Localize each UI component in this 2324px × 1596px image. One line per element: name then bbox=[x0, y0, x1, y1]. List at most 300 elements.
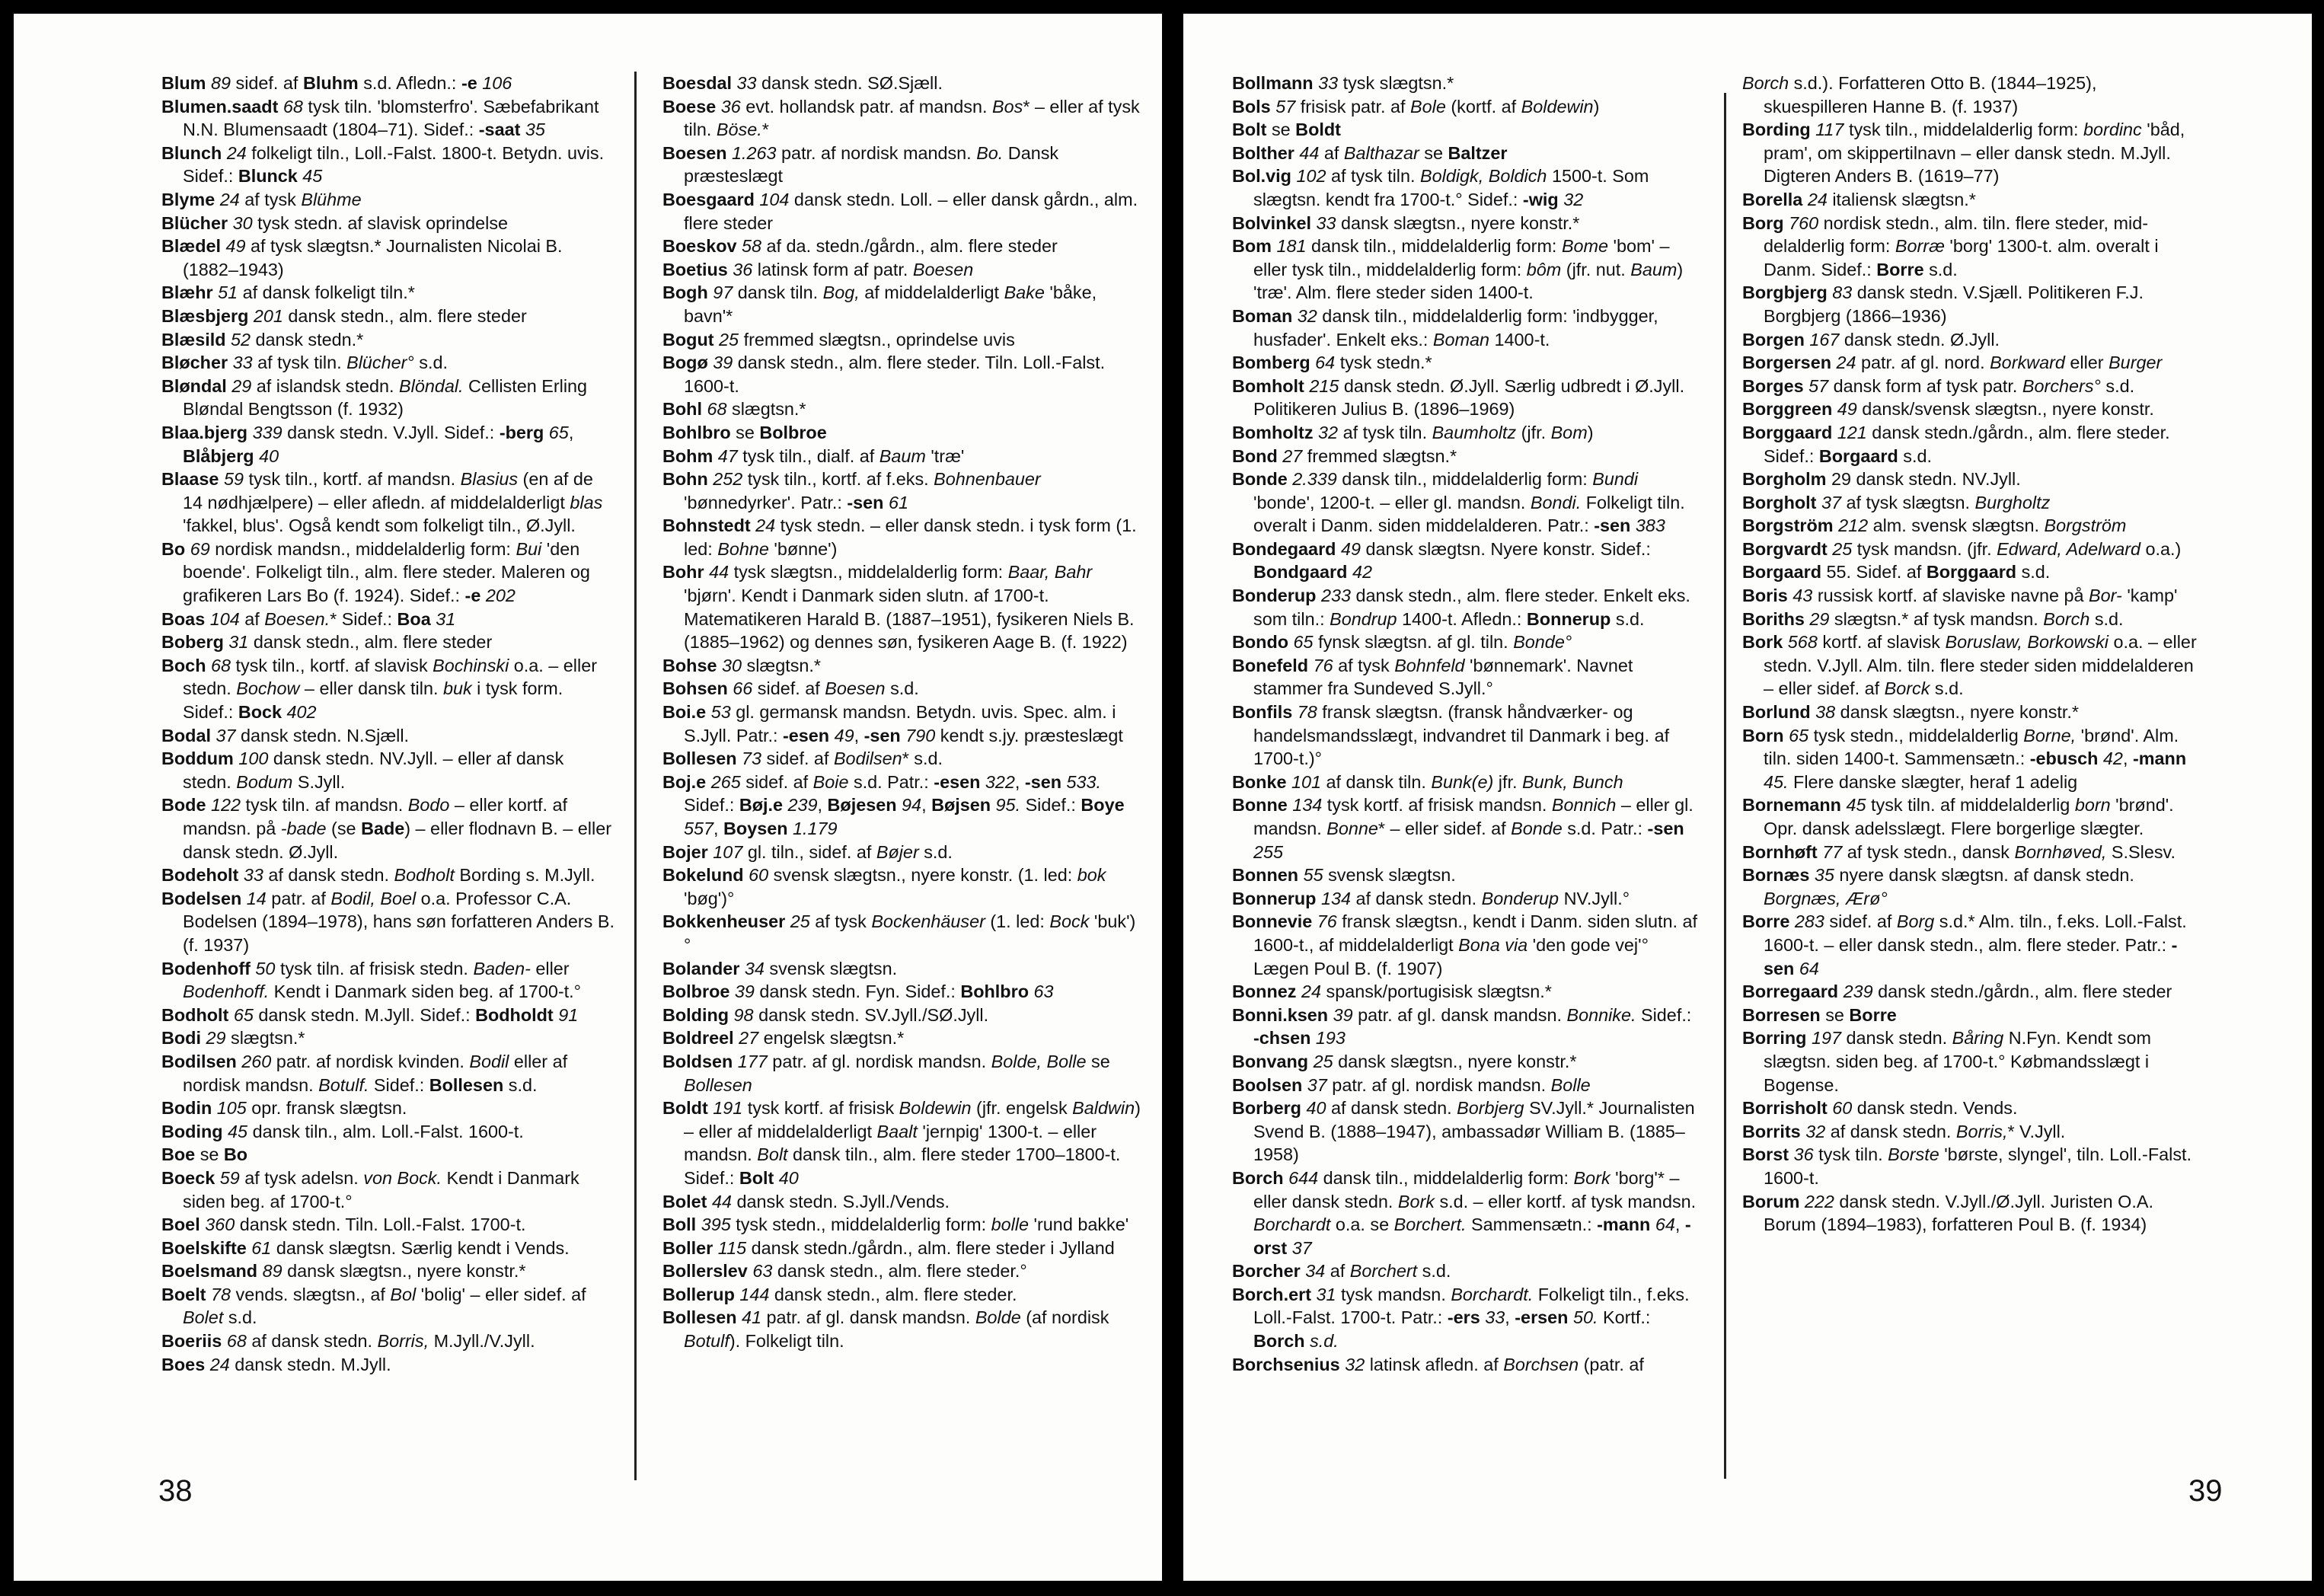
entry-text: Boysen bbox=[723, 819, 788, 838]
entry-text: Baltzer bbox=[1448, 142, 1508, 163]
entry-text: 29 dansk stedn. NV.Jyll. bbox=[1826, 469, 2021, 490]
entry-headword: Borst bbox=[1742, 1144, 1789, 1165]
entry-headword: Blumen.saadt bbox=[161, 96, 279, 117]
dictionary-entry bbox=[662, 95, 1141, 142]
entry-text: af tysk slægtsn.* Journalisten Nicolai B. (1882–1943) bbox=[183, 236, 563, 279]
entry-text: fransk slægtsn., kendt i Danm. siden slutn. af 1600-t., af middelalderligt bbox=[1253, 911, 1698, 955]
entry-text: (kortf. af bbox=[1445, 96, 1521, 117]
entry-text: dansk stedn., alm. flere steder bbox=[248, 632, 493, 653]
entry-headword: Bollesen bbox=[662, 1307, 737, 1328]
dictionary-entry bbox=[161, 1167, 615, 1213]
entry-headword: Bløndal bbox=[161, 375, 227, 396]
entry-text: 102 bbox=[1296, 166, 1326, 187]
entry-text: 45 bbox=[228, 1121, 248, 1141]
entry-text: s.d. bbox=[1930, 678, 1964, 699]
entry-headword: Blæhr bbox=[161, 282, 213, 303]
entry-headword: Bonnevie bbox=[1232, 911, 1313, 932]
entry-text: von Bock. bbox=[363, 1167, 442, 1188]
entry-text: 27 bbox=[739, 1028, 759, 1049]
entry-headword: Bojer bbox=[662, 841, 708, 862]
entry-text: dansk stedn. V.Jyll. Sidef.: bbox=[282, 422, 500, 442]
entry-text: Böse. bbox=[716, 120, 762, 140]
entry-text: dansk stedn. Fyn. Sidef.: bbox=[754, 982, 961, 1002]
entry-text: Bochinski bbox=[433, 655, 509, 675]
entry-text: 104 bbox=[759, 189, 790, 209]
entry-text: (se bbox=[326, 819, 362, 838]
dictionary-entry bbox=[1742, 375, 2199, 398]
entry-text: dansk tiln., alm. flere steder 1700–1800-t. Sidef.: bbox=[684, 1144, 1121, 1188]
entry-text: , bbox=[921, 795, 932, 816]
dictionary-entry bbox=[1742, 118, 2199, 188]
entry-text: 644 bbox=[1288, 1167, 1319, 1188]
entry-text: , bbox=[817, 795, 828, 816]
dictionary-entry bbox=[662, 351, 1141, 397]
entry-text: Bluhm bbox=[302, 73, 359, 93]
entry-text: af bbox=[1319, 142, 1344, 163]
entry-text: tysk tiln., kortf. af slavisk bbox=[231, 655, 433, 675]
page-number: 39 bbox=[2188, 1474, 2223, 1508]
entry-text: af dansk stedn. bbox=[246, 1331, 378, 1352]
entry-text: Bodo bbox=[407, 795, 450, 816]
entry-text: dansk stedn./gårdn., alm. flere steder i Jylland bbox=[746, 1237, 1115, 1258]
entry-text: -e bbox=[461, 73, 477, 93]
dictionary-entry bbox=[662, 258, 1141, 282]
entry-text: Bonnich bbox=[1551, 795, 1617, 816]
entry-headword: Bonvang bbox=[1232, 1051, 1309, 1071]
entry-text: Bockenhäuser bbox=[871, 911, 985, 932]
dictionary-entry bbox=[1742, 351, 2199, 375]
entry-text: 212 bbox=[1838, 516, 1869, 536]
entry-headword: Boberg bbox=[161, 632, 224, 653]
entry-headword: Borcher bbox=[1232, 1261, 1301, 1282]
entry-text: af tysk tiln. bbox=[1338, 422, 1432, 442]
entry-text: 32 bbox=[1805, 1121, 1826, 1141]
entry-text: 30 bbox=[722, 655, 742, 675]
entry-text: Bodilsen bbox=[833, 749, 902, 769]
entry-text: M.Jyll./V.Jyll. bbox=[429, 1331, 535, 1352]
entry-text: -sen bbox=[1594, 516, 1631, 536]
entry-text: Bollesen bbox=[429, 1074, 504, 1095]
entry-text: 55 bbox=[1303, 865, 1323, 886]
entry-text: 91 bbox=[558, 1004, 579, 1025]
entry-headword: Boldt bbox=[662, 1098, 708, 1119]
entry-text: Borchardt bbox=[1253, 1215, 1331, 1235]
entry-text: 68 bbox=[226, 1331, 247, 1352]
dictionary-entry bbox=[161, 468, 615, 538]
entry-text: Bohnfeld bbox=[1394, 655, 1465, 675]
entry-text: 100 bbox=[238, 749, 269, 769]
entry-text: Bundi bbox=[1592, 469, 1639, 490]
entry-text: 40 bbox=[778, 1167, 799, 1188]
entry-text: 89 bbox=[210, 73, 231, 93]
entry-text: 32 bbox=[1318, 422, 1339, 442]
entry-text: Bui bbox=[516, 538, 542, 559]
entry-headword: Borgvardt bbox=[1742, 538, 1828, 559]
entry-text: 30 bbox=[232, 212, 253, 233]
entry-text: dansk stedn./gårdn., alm. flere steder bbox=[1872, 982, 2172, 1002]
entry-text: svensk slægtsn., nyere konstr. (1. led: bbox=[768, 865, 1077, 886]
entry-headword: Bonefeld bbox=[1232, 655, 1309, 675]
entry-text: 60 bbox=[1832, 1098, 1853, 1119]
entry-text: (af nordisk bbox=[1020, 1307, 1109, 1328]
entry-headword: Bollesen bbox=[662, 749, 737, 769]
entry-text: Dansk præsteslægt bbox=[684, 142, 1059, 187]
entry-text: tysk stedn.* bbox=[1335, 353, 1432, 373]
dictionary-entry bbox=[1742, 910, 2199, 980]
entry-headword: Bløcher bbox=[161, 353, 228, 373]
entry-text: 'båd, pram', om skippertilnavn – eller dansk stedn. M.Jyll. Digteren Anders B. (1619–77) bbox=[1764, 120, 2185, 187]
entry-text: af tysk bbox=[1333, 655, 1395, 675]
entry-text: * – eller af tysk tiln. bbox=[684, 96, 1140, 140]
entry-headword: Bodi bbox=[161, 1028, 201, 1049]
entry-text: -sen bbox=[864, 725, 901, 745]
entry-text: 1500-t. Som slægtsn. kendt fra 1700-t.° Sidef.: bbox=[1253, 166, 1649, 209]
dictionary-entry bbox=[662, 235, 1141, 258]
entry-headword: Blunch bbox=[161, 142, 222, 163]
entry-text: 98 bbox=[733, 1004, 754, 1025]
entry-text: 49 bbox=[1837, 399, 1857, 420]
entry-text: slægtsn.* bbox=[225, 1028, 305, 1049]
dictionary-entry bbox=[161, 538, 615, 608]
entry-text: s.d. bbox=[1898, 445, 1932, 466]
entry-text: Blücher° bbox=[346, 353, 414, 373]
entry-headword: Bols bbox=[1232, 96, 1271, 117]
entry-text: 'brønd'. Alm. tiln. siden 1400-t. Sammensætn.: bbox=[1764, 725, 2179, 769]
entry-headword: Borum bbox=[1742, 1191, 1800, 1211]
entry-text: 24 bbox=[1301, 982, 1321, 1002]
entry-text: 68 bbox=[210, 655, 231, 675]
right-page-column-1 bbox=[1232, 72, 1700, 1376]
entry-text: Bonde° bbox=[1513, 632, 1572, 653]
dictionary-entry bbox=[161, 630, 615, 654]
entry-text: nordisk stedn., alm. tiln. flere steder, middelalderlig form: bbox=[1764, 212, 2149, 257]
entry-text: Borris, bbox=[377, 1331, 429, 1352]
entry-headword: Boes bbox=[161, 1354, 206, 1374]
entry-text: tysk tiln. 'blomsterfro'. Sæbefabrikant N.N. Blumensaadt (1804–71). Sidef.: bbox=[183, 96, 599, 140]
entry-headword: Bodholt bbox=[161, 1004, 229, 1025]
entry-text: 37 bbox=[1291, 1237, 1312, 1258]
entry-text: Borre bbox=[1876, 259, 1924, 279]
dictionary-entry bbox=[662, 281, 1141, 327]
entry-text: Bunk, Bunch bbox=[1521, 771, 1623, 792]
entry-headword: Borresen bbox=[1742, 1004, 1821, 1025]
entry-text: Borck bbox=[1884, 678, 1930, 699]
entry-text: patr. af gl. nordisk mandsn. bbox=[1326, 1074, 1551, 1095]
entry-text: af dansk folkeligt tiln.* bbox=[238, 282, 415, 303]
entry-text: s.d. Patr.: bbox=[1562, 819, 1648, 838]
entry-headword: Bodenhoff bbox=[161, 958, 251, 978]
dictionary-entry bbox=[161, 1004, 615, 1027]
entry-headword: Bomberg bbox=[1232, 353, 1310, 373]
entry-headword: Bokelund bbox=[662, 865, 744, 886]
entry-text: Borch bbox=[2043, 608, 2090, 629]
entry-text: 83 bbox=[1832, 282, 1853, 303]
dictionary-entry bbox=[161, 305, 615, 328]
entry-text: o.a. – eller stedn. V.Jyll. Alm. tiln. flere steder siden middelalderen – eller sidef. af bbox=[1764, 632, 2197, 699]
entry-text: Flere danske slægter, heraf 1 adelig bbox=[1788, 771, 2078, 792]
entry-text: tysk tiln. bbox=[1813, 1144, 1888, 1165]
entry-text: dansk stedn., alm. flere steder bbox=[283, 305, 527, 326]
dictionary-entry bbox=[662, 397, 1141, 421]
entry-text: dansk slægtsn., nyere konstr.* bbox=[1336, 212, 1580, 233]
entry-headword: Boas bbox=[161, 608, 206, 629]
entry-headword: Bondegaard bbox=[1232, 538, 1336, 559]
entry-text: ) 'træ'. Alm. flere steder siden 1400-t. bbox=[1253, 259, 1684, 303]
entry-text: 32 bbox=[1297, 305, 1317, 326]
entry-text: 1.263 bbox=[732, 142, 777, 163]
dictionary-entry bbox=[662, 1283, 1141, 1307]
entry-text: 41 bbox=[742, 1307, 762, 1328]
dictionary-entry bbox=[662, 771, 1141, 841]
entry-text: Borste bbox=[1888, 1144, 1939, 1165]
dictionary-entry bbox=[1742, 188, 2199, 212]
dictionary-entry bbox=[1742, 328, 2199, 352]
entry-text: patr. af gl. dansk mandsn. bbox=[1352, 1004, 1567, 1025]
entry-text: 73 bbox=[742, 749, 762, 769]
entry-text: s.d. bbox=[1310, 1331, 1339, 1352]
entry-text: Borbjerg bbox=[1457, 1098, 1524, 1119]
entry-text: 32 bbox=[1563, 189, 1584, 209]
entry-text: 360 bbox=[205, 1215, 235, 1235]
entry-text: russisk kortf. af slaviske navne på bbox=[1812, 586, 2089, 606]
dictionary-entry bbox=[662, 957, 1141, 981]
entry-text: eller bbox=[2064, 353, 2109, 373]
entry-text: o.a. se bbox=[1330, 1215, 1394, 1235]
entry-text: af tysk slægtsn. bbox=[1840, 492, 1975, 512]
entry-text: vends. slægtsn., af bbox=[231, 1284, 391, 1304]
column-divider bbox=[1724, 93, 1726, 1479]
entry-headword: Boldreel bbox=[662, 1028, 734, 1049]
dictionary-entry bbox=[1742, 468, 2199, 491]
entry-text: , bbox=[568, 422, 574, 442]
entry-text: dansk stedn. M.Jyll. bbox=[229, 1354, 391, 1374]
entry-text: dansk/svensk slægtsn., nyere konstr. bbox=[1856, 399, 2154, 420]
entry-text: frisisk patr. af bbox=[1295, 96, 1411, 117]
entry-text: 255 bbox=[1253, 841, 1284, 862]
entry-text: tysk kortf. af frisisk mandsn. bbox=[1322, 795, 1552, 816]
entry-text: Bodum bbox=[236, 771, 293, 792]
entry-text: 24 bbox=[209, 1354, 230, 1374]
entry-text: 50 bbox=[255, 958, 276, 978]
entry-text: Bunk(e) bbox=[1431, 771, 1494, 792]
entry-text: svensk slægtsn. bbox=[1323, 865, 1456, 886]
entry-text: 61 bbox=[888, 492, 908, 512]
entry-text: 33 bbox=[1318, 73, 1339, 93]
entry-headword: Boris bbox=[1742, 586, 1788, 606]
entry-text: 260 bbox=[241, 1051, 272, 1071]
entry-text: , bbox=[1014, 771, 1025, 792]
entry-text: * V.Jyll. bbox=[2007, 1121, 2066, 1141]
entry-text: Bolbroe bbox=[759, 422, 827, 442]
dictionary-entry bbox=[662, 72, 1141, 95]
entry-text: N.Fyn. Kendt som slægtsn. siden beg. af 1700-t.° Købmandsslægt i Bogense. bbox=[1764, 1028, 2151, 1095]
entry-text: 14 bbox=[246, 888, 267, 908]
entry-text: dansk slægtsn. Nyere konstr. Sidef.: bbox=[1361, 538, 1651, 559]
entry-text: latinsk form af patr. bbox=[752, 259, 913, 279]
entry-text: (1. led: bbox=[985, 911, 1050, 932]
entry-text: Cellisten Erling Bløndal Bengtsson (f. 1932) bbox=[183, 375, 588, 420]
entry-text: dansk slægtsn., nyere konstr.* bbox=[1333, 1051, 1577, 1071]
entry-text: -ebusch bbox=[2029, 749, 2099, 769]
entry-text: 65 bbox=[233, 1004, 254, 1025]
entry-text: Bornhøved, bbox=[2014, 841, 2107, 862]
entry-text: -sen bbox=[1024, 771, 1062, 792]
dictionary-entry bbox=[1232, 793, 1700, 863]
entry-headword: Bonke bbox=[1232, 771, 1287, 792]
entry-text: Kendt i Danmark siden beg. af 1700-t.° bbox=[183, 1167, 579, 1211]
entry-headword: Bodelsen bbox=[161, 888, 242, 908]
entry-text: Bonderup bbox=[1481, 888, 1559, 908]
entry-text: 'træ' bbox=[925, 445, 965, 466]
entry-headword: Boesen bbox=[662, 142, 727, 163]
entry-text: (patr. af bbox=[1579, 1354, 1644, 1374]
entry-text: dansk stedn. NV.Jyll. – eller af dansk stedn. bbox=[183, 749, 564, 792]
column-divider bbox=[634, 72, 637, 1480]
dictionary-entry bbox=[161, 1353, 615, 1377]
dictionary-entry bbox=[662, 677, 1141, 701]
entry-headword: Bolander bbox=[662, 958, 740, 978]
entry-text: tysk tiln. af middelalderlig bbox=[1866, 795, 2075, 816]
entry-text: Borchert bbox=[1349, 1261, 1418, 1282]
dictionary-entry bbox=[1742, 397, 2199, 421]
entry-headword: Bom bbox=[1232, 236, 1272, 257]
dictionary-entry bbox=[1232, 375, 1700, 421]
entry-text: 239 bbox=[787, 795, 818, 816]
entry-text: se bbox=[1266, 120, 1296, 140]
entry-text: 33 bbox=[1316, 212, 1336, 233]
entry-text: 115 bbox=[717, 1237, 747, 1258]
entry-headword: Borgen bbox=[1742, 329, 1805, 350]
entry-text: , bbox=[1674, 1215, 1685, 1235]
entry-text: 1400-t. Afledn.: bbox=[1397, 608, 1527, 629]
entry-text: nordisk mandsn., middelalderlig form: bbox=[209, 538, 516, 559]
entry-text: dansk tiln., middelalderlig form: bbox=[1318, 1167, 1574, 1188]
entry-text: Bollesen bbox=[684, 1074, 752, 1095]
entry-text: 49 bbox=[225, 236, 246, 257]
dictionary-entry bbox=[161, 1213, 615, 1237]
entry-text: dansk stedn. M.Jyll. Sidef.: bbox=[253, 1004, 476, 1025]
entry-text: af dansk stedn. bbox=[1825, 1121, 1956, 1141]
entry-text: 'fakkel, blus'. Også kendt som folkeligt tiln., Ø.Jyll. bbox=[183, 516, 576, 536]
entry-text: s.d. Afledn.: bbox=[358, 73, 461, 93]
dictionary-entry bbox=[662, 1306, 1141, 1352]
entry-text: Bøj.e bbox=[739, 795, 783, 816]
entry-text: 134 bbox=[1292, 795, 1323, 816]
entry-text: s.d. bbox=[1611, 608, 1645, 629]
entry-headword: Borre bbox=[1742, 911, 1790, 932]
entry-text: 1.179 bbox=[793, 819, 838, 838]
entry-text: tysk tiln., kortf. af mandsn. bbox=[243, 469, 461, 490]
entry-headword: Bond bbox=[1232, 445, 1278, 466]
entry-text: Borgnæs, Ærø° bbox=[1764, 888, 1888, 908]
entry-headword: Boelskifte bbox=[161, 1237, 247, 1258]
entry-text: 322 bbox=[985, 771, 1015, 792]
entry-text: Borchers° bbox=[2022, 375, 2101, 396]
entry-headword: Blum bbox=[161, 73, 206, 93]
dictionary-entry bbox=[1742, 514, 2199, 538]
entry-text: 'bolig' – eller sidef. af bbox=[416, 1284, 586, 1304]
entry-text: (jfr. nut. bbox=[1561, 259, 1631, 279]
entry-text: se bbox=[730, 422, 760, 442]
entry-text: alm. svensk slægtsn. bbox=[1868, 516, 2045, 536]
entry-headword: Borges bbox=[1742, 375, 1804, 396]
entry-text: 64 bbox=[1799, 958, 1819, 978]
dictionary-entry bbox=[161, 957, 615, 1004]
dictionary-entry bbox=[1742, 1026, 2199, 1096]
entry-text: 38 bbox=[1815, 702, 1836, 723]
entry-text: Baldwin bbox=[1072, 1098, 1135, 1119]
entry-text: * s.d. bbox=[902, 749, 943, 769]
entry-text: svensk slægtsn. bbox=[764, 958, 898, 978]
entry-text: tysk tiln. af mandsn. bbox=[241, 795, 408, 816]
entry-text: Bonne bbox=[1326, 819, 1378, 838]
entry-text: Blöndal. bbox=[399, 375, 464, 396]
dictionary-entry bbox=[161, 1259, 615, 1283]
entry-text: -e bbox=[464, 586, 481, 606]
entry-text: patr. af nordisk kvinden. bbox=[271, 1051, 470, 1071]
dictionary-entry bbox=[161, 747, 615, 793]
entry-text: Borchardt. bbox=[1451, 1284, 1534, 1304]
entry-text: fransk slægtsn. (fransk håndværker- og handelsmandsslægt, indvandret til Danmark i beg. af 1700-t.)° bbox=[1253, 702, 1670, 769]
entry-text: 51 bbox=[218, 282, 238, 303]
entry-text: -esen bbox=[782, 725, 830, 745]
entry-text: s.d. bbox=[2016, 562, 2051, 583]
entry-text: Edward, Adelward bbox=[1997, 538, 2141, 559]
entry-text: Boldt bbox=[1295, 120, 1341, 140]
entry-text: dansk stedn.* bbox=[251, 329, 364, 350]
entry-text: Kendt i Danmark siden beg. af 1700-t.° bbox=[269, 982, 581, 1002]
entry-text: tysk tiln., middelalderlig form: bbox=[1844, 120, 2084, 140]
entry-text: -mann bbox=[2132, 749, 2187, 769]
entry-text: Bøjer bbox=[876, 841, 919, 862]
entry-text: , bbox=[1505, 1307, 1515, 1328]
entry-headword: Blæsild bbox=[161, 329, 226, 350]
entry-text: 'brønd'. Opr. dansk adelsslægt. Flere borgerlige slægter. bbox=[1764, 795, 2174, 838]
entry-headword: Bonnerup bbox=[1232, 888, 1317, 908]
entry-text: 395 bbox=[701, 1215, 731, 1235]
entry-text: s.d. bbox=[223, 1307, 257, 1328]
entry-text: 2.339 bbox=[1292, 469, 1337, 490]
entry-text: 29 bbox=[231, 375, 252, 396]
entry-text: 'borg'* – eller dansk stedn. bbox=[1253, 1167, 1680, 1211]
dictionary-entry bbox=[161, 793, 615, 863]
entry-text: jfr. bbox=[1493, 771, 1522, 792]
entry-headword: Borgström bbox=[1742, 516, 1834, 536]
dictionary-entry bbox=[662, 980, 1141, 1004]
dictionary-entry bbox=[1742, 980, 2199, 1004]
entry-text: 34 bbox=[744, 958, 765, 978]
entry-text: tysk stedn., middelalderlig bbox=[1808, 725, 2024, 745]
entry-text: fynsk slægtsn. af gl. tiln. bbox=[1313, 632, 1514, 653]
entry-headword: Bomholt bbox=[1232, 375, 1304, 396]
entry-text: tysk mandsn. bbox=[1336, 1284, 1451, 1304]
entry-text: Baum bbox=[1630, 259, 1678, 279]
entry-text: Boesen bbox=[912, 259, 974, 279]
entry-text: Bodholdt bbox=[475, 1004, 554, 1025]
dictionary-entry bbox=[1742, 584, 2199, 608]
entry-text: 59 bbox=[223, 469, 244, 490]
entry-text: 144 bbox=[739, 1284, 770, 1304]
entry-headword: Borring bbox=[1742, 1028, 1807, 1049]
entry-text: 45. bbox=[1764, 771, 1789, 792]
entry-text: dansk stedn., alm. flere steder. bbox=[769, 1284, 1017, 1304]
entry-text: Blunck bbox=[238, 166, 298, 187]
dictionary-entry bbox=[1232, 164, 1700, 211]
entry-text: 63 bbox=[1033, 982, 1054, 1002]
entry-text: 43 bbox=[1792, 586, 1813, 606]
entry-text: eller bbox=[530, 958, 570, 978]
entry-text: 76 bbox=[1317, 911, 1337, 932]
